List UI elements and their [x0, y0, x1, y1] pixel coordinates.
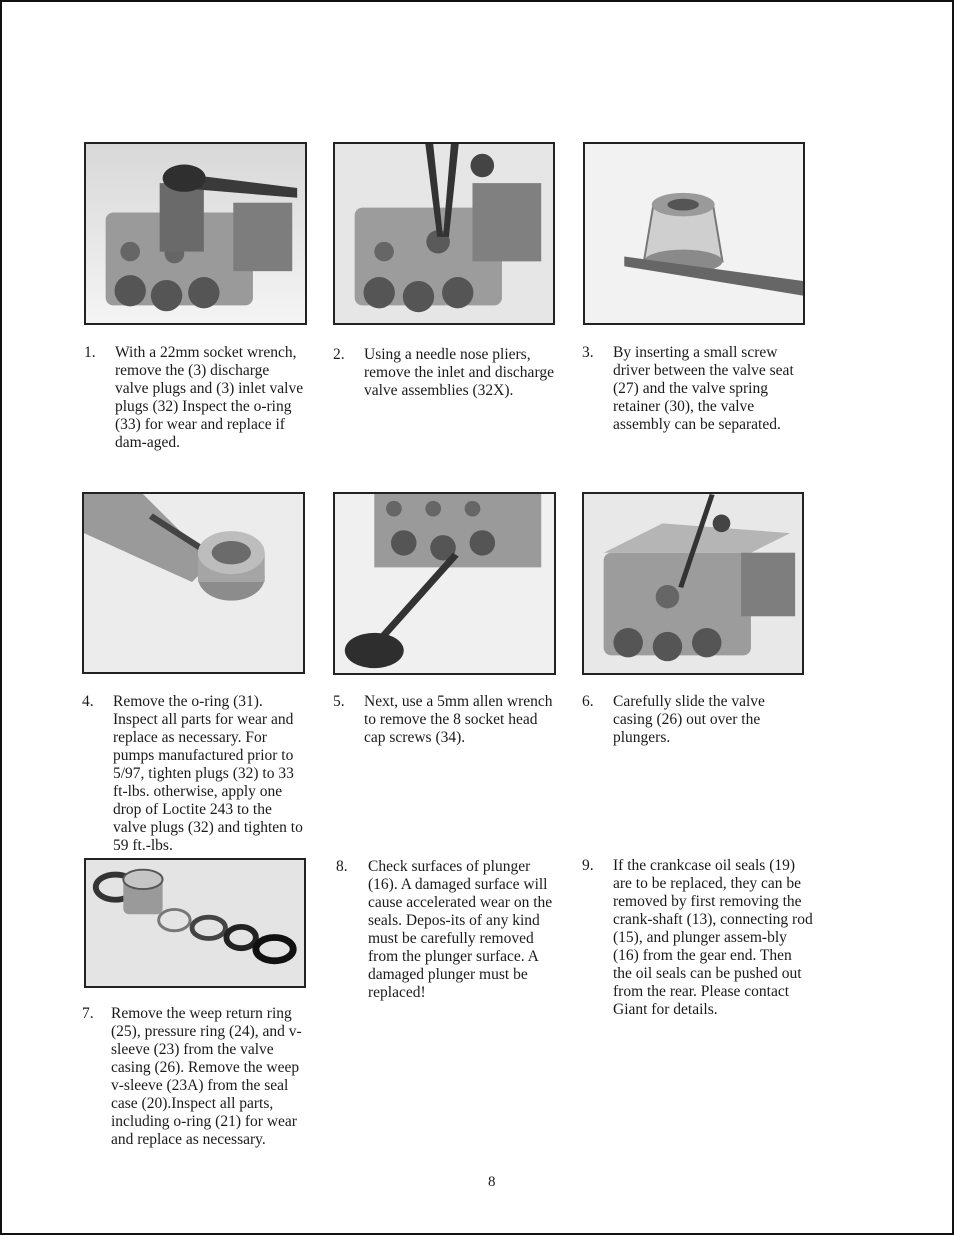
step-8	[336, 858, 558, 1028]
step-8-text: Check surfaces of plunger (16). A damaged surface will cause accelerated wear on the seals. Depos-its of any kind must be carefully removed from the plunger surface. A damaged plunger must be replaced!	[368, 858, 553, 1001]
step-2-text: Using a needle nose pliers, remove the inlet and discharge valve assemblies (32X).	[364, 346, 554, 399]
step-2-number: 2.	[333, 346, 345, 363]
step-3-number: 3.	[582, 344, 594, 361]
photo-step-2	[333, 142, 555, 325]
step-7	[82, 1005, 304, 1190]
step-5	[333, 693, 557, 773]
step-4	[82, 693, 306, 853]
step-9-number: 9.	[582, 857, 594, 874]
step-7-number: 7.	[82, 1005, 94, 1022]
step-5-text: Next, use a 5mm allen wrench to remove the 8 socket head cap screws (34).	[364, 693, 553, 746]
step-5-number: 5.	[333, 693, 345, 710]
photo-step-3	[583, 142, 805, 325]
photo-step-7	[84, 858, 306, 988]
step-6-number: 6.	[582, 693, 594, 710]
photo-step-4	[82, 492, 305, 674]
step-3-text: By inserting a small screw driver between the valve seat (27) and the valve spring retainer (30), the valve assembly can be separated.	[613, 344, 794, 433]
step-8-number: 8.	[336, 858, 348, 875]
step-4-number: 4.	[82, 693, 94, 710]
step-1-text: With a 22mm socket wrench, remove the (3) discharge valve plugs and (3) inlet valve plugs (32) Inspect the o-ring (33) for wear and replace if dam-aged.	[115, 344, 304, 451]
photo-step-5	[333, 492, 556, 675]
step-6	[582, 693, 804, 753]
step-9	[582, 857, 814, 1062]
step-1-number: 1.	[84, 344, 96, 361]
step-6-text: Carefully slide the valve casing (26) out over the plungers.	[613, 693, 765, 746]
photo-step-1	[84, 142, 307, 325]
step-9-text: If the crankcase oil seals (19) are to be replaced, they can be removed by first removing the crank-shaft (13), connecting rod (15), and plunger assem-bly (16) from the gear end. Then the oil seals can be pushed out from the rear. Please contact Giant for details.	[613, 857, 813, 1018]
step-3	[582, 344, 804, 459]
step-1	[84, 344, 306, 469]
step-7-text: Remove the weep return ring (25), pressure ring (24), and v-sleeve (23) from the valve casing (26). Remove the weep v-sleeve (23A) from the seal case (20).Inspect all parts, including o-ring (21) for wear and replace as necessary.	[111, 1005, 302, 1148]
step-2	[333, 346, 557, 426]
photo-step-6	[582, 492, 804, 675]
page-number: 8	[488, 1174, 496, 1190]
step-4-text: Remove the o-ring (31). Inspect all parts for wear and replace as necessary. For pumps manufactured prior to 5/97, tighten plugs (32) to 33 ft-lbs. otherwise, apply one drop of Loctite 243 to the valve plugs (32) and tighten to 59 ft.-lbs.	[113, 693, 303, 854]
